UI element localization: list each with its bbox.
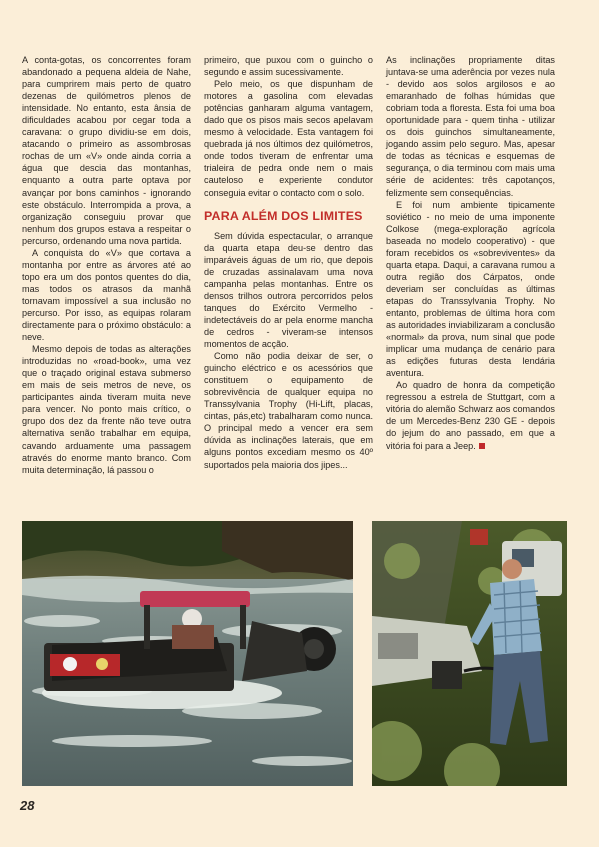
final-paragraph-text: Ao quadro de honra da competição regressou a estrela de Stuttgart, com a vitória do alemão Schwarz aos comandos de um Mercedes-Benz 230 GE - depois do jejum do ano passado, em que a vitória foi para a Jeep.	[386, 380, 555, 451]
paragraph: Como não podia deixar de ser, o guincho eléctrico e os acessórios que constituem o equipamento de sobrevivência de qualquer equipa no Transsylvania Trophy (Hi-Lift, placas, cintas, pás,etc) trabalharam como nunca. O principal medo a vencer era sem dúvida as inclinações laterais, que em alguns pontos excediam mesmo os 40º suportados pela maioria dos jipes...	[204, 351, 373, 470]
section-heading: PARA ALÉM DOS LIMITES	[204, 208, 363, 223]
winch-forest-photo	[372, 521, 567, 786]
paragraph: A conta-gotas, os concorrentes foram abandonado a pequena aldeia de Nahe, para cumprirem mais perto de quatro dezenas de quilómetros plenos de intensidade. No entanto, esta ânsia de dificuldades acabou por cegar toda a caravana: o grupo dividiu-se em dois, atacando o primeiro as assombrosas rochas de um «V» onde ainda corria a água que descia das montanhas, enquanto a outra parte optava por avançar por bons caminhos - ignorando este obstáculo. Interrompida a prova, a organização conseguiu provar que nenhum dos grupos estava a respeitar o percurso, ordenando uma nova partida.	[22, 55, 191, 246]
paragraph: As inclinações propriamente ditas juntava-se uma aderência por vezes nula - devido aos solos argilosos e ao emaranhado de folhas húmidas que cobriam toda a floresta. Esta foi uma boa oportunidade para - quem tinha - utilizar os dois guinchos simultaneamente, jogando assim pelo seguro. Mas, apesar de todas as técnicas e esquemas de segurança, o dia terminou com mais uma série de acidentes: três capotanços, felizmente sem consequências.	[386, 55, 555, 198]
paragraph: Pelo meio, os que dispunham de motores a gasolina com elevadas potências ganharam alguma vantagem, dado que os pisos mais secos apelavam mesmo à velocidade. Esta vantagem foi quebrada já nos últimos dez quilómetros, onde todos tiveram de enfrentar uma trialeira de pedra onde nem o mais cauteloso e experiente condutor conseguia evitar o contacto com o solo.	[204, 79, 373, 198]
end-of-article-mark	[479, 443, 485, 449]
river-crossing-jeep-photo	[22, 521, 353, 786]
text-column-3	[386, 54, 555, 452]
page-number: 28	[20, 798, 35, 813]
paragraph	[386, 379, 555, 451]
text-column-2	[204, 54, 373, 471]
paragraph: Mesmo depois de todas as alterações introduzidas no «road-book», uma vez que o traçado original estava submerso em mais de seis metros de neve, os participantes ainda tiveram muita neve para vencer. No ponto mais crítico, o grupo dos dez da frente não teve outra alternativa senão trabalhar em equipa, cavando arduamente uma passagem através do enorme manto branco. Com muita determinação, lá passou o	[22, 344, 191, 475]
paragraph: E foi num ambiente tipicamente soviético - no meio de uma imponente Colkose (mega-exploração agrícola baseada no modelo cooperativo) - que foram recebidos os «sobreviventes» da quarta etapa. Daqui, a caravana rumou a outra região dos Cárpatos, onde deveriam ser concluídas as últimas etapas do Transsylvania Trophy. No entanto, problemas de última hora com as autoridades inviabilizaram a conclusão «normal» da prova, num sinal que pode implicar uma mudança de cenário para as edições futuras desta lendária aventura.	[386, 199, 555, 379]
paragraph: A conquista do «V» que cortava a montanha por entre as árvores até ao topo era um dos pontos quentes do dia, mas todos os atrasos da manhã tornavam impossível a sua inclusão no percurso. Por isso, as equipas rolaram directamente para o próximo obstáculo: a neve.	[22, 247, 191, 343]
paragraph: Sem dúvida espectacular, o arranque da quarta etapa deu-se dentro das imparáveis águas de um rio, que depois de cruzadas assinalavam uma nova campanha pelas montanhas. Entre os densos trilhos outrora percorridos pelos tanques do Exército Vermelho - indetectáveis do ar pela enorme mancha de cedros - viveram-se intensos momentos de acção.	[204, 230, 373, 350]
paragraph: primeiro, que puxou com o guincho o segundo e assim sucessivamente.	[204, 55, 373, 78]
text-column-1	[22, 54, 191, 476]
